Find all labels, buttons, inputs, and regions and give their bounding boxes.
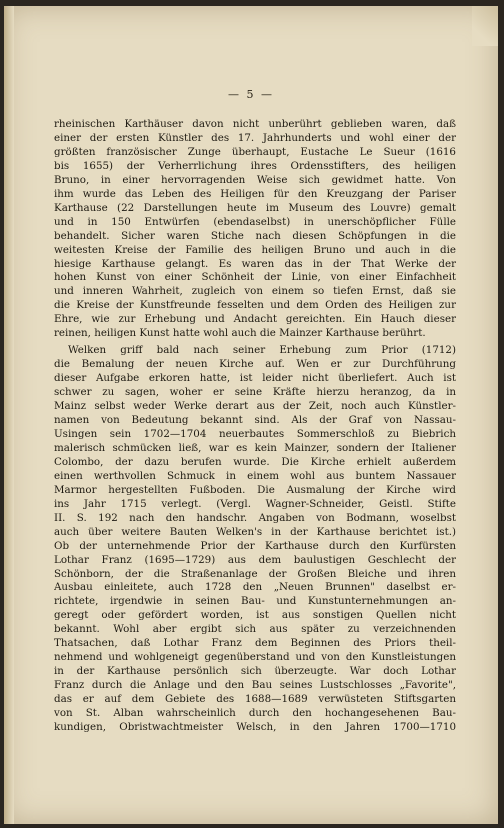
text-line: II. S. 192 nach den handschr. Angaben von Bodmann, woselbst <box>54 511 456 524</box>
text-line: einer der ersten Künstler des 17. Jahrhunderts und wohl einer der <box>54 131 456 144</box>
text-line: und inneren Wahrheit, zugleich von einem so tiefen Ernst, daß sie <box>54 285 456 298</box>
text-line: von St. Alban wahrscheinlich durch den hochangesehenen Bau- <box>54 707 456 720</box>
text-line: Mainz selbst weder Werke derart aus der Zeit, noch auch Künstler- <box>54 400 456 413</box>
text-line: auch über weitere Bauten Welken's in der Karthause berichtet ist.) <box>54 525 456 538</box>
text-line: Usingen sein 1702—1704 neuerbautes Sommerschloß zu Biebrich <box>54 427 456 440</box>
text-line: hohen Kunst von einer Schönheit der Linie, von einer Einfachheit <box>54 271 456 284</box>
text-line: Karthause (22 Darstellungen heute im Museum des Louvre) gemalt <box>54 201 456 214</box>
text-line: bis 1655) der Verherrlichung ihres Ordensstifters, des heiligen <box>54 159 456 172</box>
page-spine-shadow <box>4 6 14 824</box>
text-line: Marmor hergestellten Fußboden. Die Ausmalung der Kirche wird <box>54 483 456 496</box>
text-line: ins Jahr 1715 verlegt. (Vergl. Wagner-Schneider, Geistl. Stifte <box>54 497 456 510</box>
text-line: das er auf dem Gebiete des 1688—1689 verwüsteten Stiftsgarten <box>54 693 456 706</box>
text-line: dieser Aufgabe erkoren hatte, ist leider nicht überliefert. Auch ist <box>54 372 456 385</box>
book-page <box>4 6 498 824</box>
page-number: — 5 — <box>228 88 274 101</box>
text-line: ihm wurde das Leben des Heiligen für den Kreuzgang der Pariser <box>54 187 456 200</box>
text-line: Ehre, wie zur Erhebung und Andacht gereichten. Ein Hauch dieser <box>54 313 456 326</box>
body-text <box>54 118 456 735</box>
text-line: Franz durch die Anlage und den Bau seines Lustschlosses „Favorite", <box>54 679 456 692</box>
text-line: behandelt. Sicher waren Stiche nach diesen Schöpfungen in die <box>54 229 456 242</box>
text-line: Ob der unternehmende Prior der Karthause durch den Kurfürsten <box>54 539 456 552</box>
text-line: Colombo, der dazu berufen wurde. Die Kirche erhielt außerdem <box>54 455 456 468</box>
text-line: malerisch schmücken ließ, war es kein Mainzer, sondern der Italiener <box>54 441 456 454</box>
text-line: in der Karthause persönlich sich überzeugte. War doch Lothar <box>54 665 456 678</box>
text-line: Welken griff bald nach seiner Erhebung zum Prior (1712) <box>68 344 456 357</box>
text-line: Schönborn, der die Straßenanlage der Großen Bleiche und ihren <box>54 567 456 580</box>
text-line: Ausbau einleitete, auch 1728 den „Neuen Brunnen" daselbst er- <box>54 581 456 594</box>
text-line: geregt oder gefördert worden, ist aus sonstigen Quellen nicht <box>54 609 456 622</box>
text-line: kundigen, Obristwachtmeister Welsch, in den Jahren 1700—1710 <box>54 720 456 733</box>
text-line: die Kreise der Kunstfreunde fesselten und dem Orden des Heiligen zur <box>54 299 456 312</box>
text-line: bekannt. Wohl aber ergibt sich aus später zu verzeichnenden <box>54 623 456 636</box>
text-line: einen werthvollen Schmuck in einem wohl aus buntem Nassauer <box>54 469 456 482</box>
text-line: weitesten Kreise der Familie des heiligen Bruno und auch in die <box>54 243 456 256</box>
text-line: und in 150 Entwürfen (ebendaselbst) in unerschöpflicher Fülle <box>54 215 456 228</box>
text-line: Bruno, in einer hervorragenden Weise sich gewidmet hatte. Von <box>54 173 456 186</box>
page-corner-fold <box>472 6 498 46</box>
text-line: schwer zu sagen, woher er seine Kräfte hierzu heranzog, da in <box>54 386 456 399</box>
text-line: Thatsachen, daß Lothar Franz dem Beginnen des Priors theil- <box>54 637 456 650</box>
text-line: namen von Bedeutung bekannt sind. Als der Graf von Nassau- <box>54 414 456 427</box>
text-line: Lothar Franz (1695—1729) aus dem baulustigen Geschlecht der <box>54 553 456 566</box>
text-line: die Bemalung der neuen Kirche auf. Wen er zur Durchführung <box>54 358 456 371</box>
text-line: größten französischer Zunge überhaupt, Eustache Le Sueur (1616 <box>54 145 456 158</box>
text-line: reinen, heiligen Kunst hatte wohl auch die Mainzer Karthause berührt. <box>54 327 426 340</box>
text-line: hiesige Karthause gelangt. Es waren das in der That Werke der <box>54 257 456 270</box>
text-line: nehmend und wohlgeneigt gegenüberstand und von den Kunstleistungen <box>54 651 456 664</box>
text-line: rheinischen Karthäuser davon nicht unberührt geblieben waren, daß <box>54 118 456 130</box>
text-line: richtete, irgendwie in seinen Bau- und Kunstunternehmungen an- <box>54 595 456 608</box>
